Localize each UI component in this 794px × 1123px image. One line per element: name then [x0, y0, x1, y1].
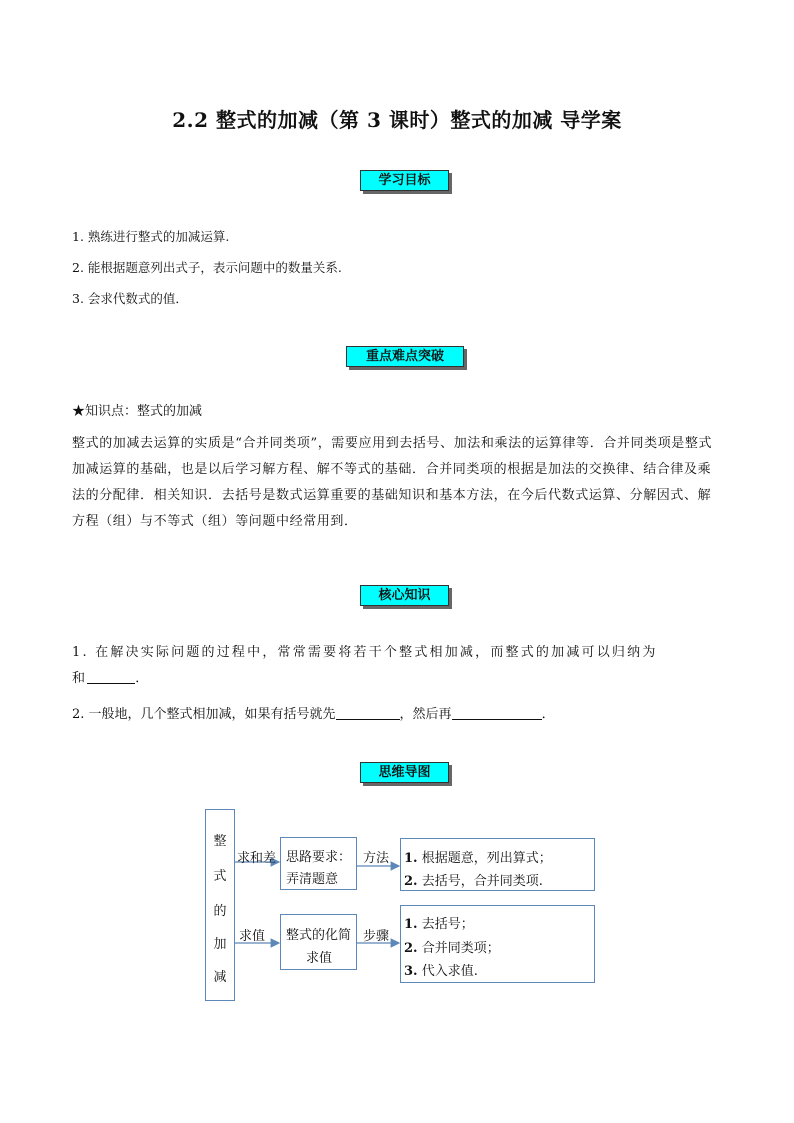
branch-1-steps-box	[400, 838, 595, 891]
branch-2-step-3	[404, 960, 478, 979]
step-text: 根据题意，列出算式；	[417, 851, 552, 866]
branch-1-box-line-1: 思路要求：	[286, 850, 352, 865]
core-q2-text-2: ，然后再	[399, 707, 452, 722]
section-tag-core: 核心知识	[360, 585, 449, 606]
step-num: 1.	[404, 917, 418, 932]
goal-item-2: 2. 能根据题意列出式子，表示问题中的数量关系.	[72, 260, 342, 275]
root-char-5: 减	[213, 970, 227, 985]
branch-2-box	[280, 914, 357, 970]
section-tag-key-points: 重点难点突破	[346, 346, 464, 367]
step-text: 去括号，合并同类项.	[417, 874, 543, 889]
section-tag-goals: 学习目标	[360, 170, 449, 191]
core-q1-text-2: 和	[72, 671, 88, 686]
step-num: 3.	[404, 964, 418, 979]
branch-1-box-line-2: 弄清题意	[286, 872, 339, 887]
core-q1-end: ．	[135, 671, 151, 686]
step-num: 2.	[404, 874, 418, 889]
branch-2-box-line-2: 求值	[306, 951, 333, 966]
step-text: 合并同类项；	[417, 941, 500, 956]
branch-1-step-2	[404, 870, 543, 889]
root-char-3: 的	[213, 904, 227, 919]
knowledge-paragraph: 整式的加减去运算的实质是“合并同类项”，需要应用到去括号、加法和乘法的运算律等．合并同类项是整式加减运算的基础，也是以后学习解方程、解不等式的基础．合并同类项的根据是加法的交换律、结合律及乘法的分配律．相关知识．去括号是数式运算重要的基础知识和基本方法，在今后代数式运算、分解因式、解方程（组）与不等式（组）等问题中经常用到．	[72, 436, 713, 529]
branch-1-box	[280, 837, 357, 890]
core-q1-text: 1. 在解决实际问题的过程中，常常需要将若干个整式相加减，而整式的加减可以归纳为	[72, 645, 658, 660]
root-char-1: 整	[213, 834, 227, 849]
step-text: 去括号；	[417, 917, 474, 932]
branch-1-arrow-label: 方法	[363, 851, 390, 866]
step-text: 代入求值.	[417, 964, 478, 979]
step-num: 1.	[404, 851, 418, 866]
branch-2-step-2	[404, 937, 500, 956]
branch-2-steps-box	[400, 905, 595, 983]
mind-map-root	[205, 809, 235, 1001]
branch-2-box-line-1: 整式的化简	[286, 928, 352, 943]
root-char-2: 式	[213, 869, 227, 884]
goal-item-1: 1. 熟练进行整式的加减运算.	[72, 229, 230, 244]
goal-item-3: 3. 会求代数式的值．	[72, 291, 188, 306]
root-char-4: 加	[213, 937, 227, 952]
branch-2-step-1	[404, 913, 474, 932]
knowledge-heading: ★知识点：整式的加减	[72, 404, 203, 419]
branch-2-label: 求值	[239, 929, 266, 944]
section-tag-mindmap: 思维导图	[360, 762, 449, 783]
page-title: 2.2 整式的加减（第 3 课时）整式的加减 导学案	[172, 108, 622, 132]
branch-2-arrow-label: 步骤	[363, 929, 390, 944]
core-q2-text: 2. 一般地，几个整式相加减，如果有括号就先	[72, 707, 336, 722]
step-num: 2.	[404, 941, 418, 956]
branch-1-step-1	[404, 847, 552, 866]
core-q2-end: ．	[541, 707, 555, 722]
branch-1-label: 求和差	[237, 851, 277, 866]
